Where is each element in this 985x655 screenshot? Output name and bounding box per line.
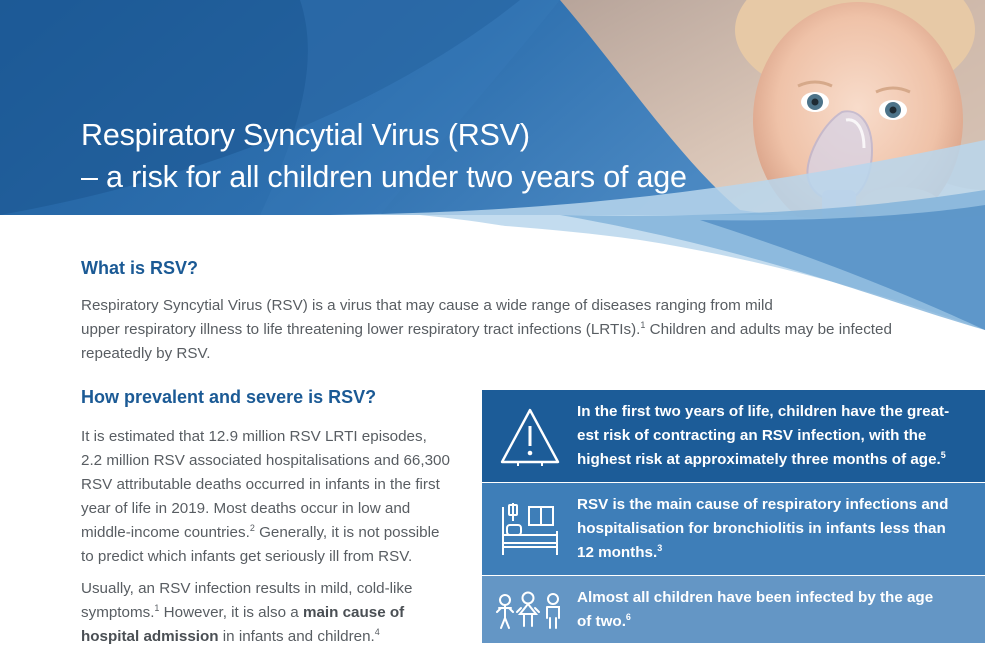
prevalence-line-4: year of life in 2019. Most deaths occur in low and <box>81 500 411 517</box>
prevalence-line-3: RSV attributable deaths occurred in infants in the first <box>81 476 440 493</box>
fact-2-line-2: hospitalisation for bronchiolitis in infants less than <box>577 520 946 537</box>
prevalence-line-1: It is estimated that 12.9 million RSV LRTI episodes, <box>81 428 427 445</box>
what-is-line-2: upper respiratory illness to life threatening lower respiratory tract infections (LRTIs). <box>81 321 641 338</box>
prevalence-p2-line-2: symptoms. <box>81 604 155 621</box>
fact-text-3 <box>577 586 953 634</box>
what-is-line-2-tail: Children and adults may be infected <box>645 321 892 338</box>
fact-box-highest-risk <box>482 390 985 482</box>
reference-1b: 1 <box>154 603 160 613</box>
reference-4: 4 <box>374 627 380 637</box>
prevalence-p2-line-2-b: However, it is also a <box>159 604 303 621</box>
prevalence-paragraph-2 <box>81 577 461 649</box>
what-is-line-3: repeatedly by RSV. <box>81 345 211 362</box>
fact-2-line-3: 12 months. <box>577 544 658 561</box>
fact-3-line-2: of two. <box>577 612 626 630</box>
fact-1-line-3: highest risk at approximately three months of age. <box>577 451 941 468</box>
title-line-2: – a risk for all children under two years of age <box>81 160 687 194</box>
prevalence-line-5: middle-income countries. <box>81 524 250 541</box>
fact-box-main-cause <box>482 483 985 575</box>
warning-triangle-icon <box>482 406 577 466</box>
fact-2-line-1: RSV is the main cause of respiratory infections and <box>577 496 949 513</box>
fact-box-almost-all-children <box>482 576 985 643</box>
what-is-rsv-heading: What is RSV? <box>81 258 199 278</box>
reference-6: 6 <box>625 611 631 622</box>
reference-3: 3 <box>657 543 663 553</box>
prevalence-line-5-tail: Generally, it is not possible <box>254 524 440 541</box>
prevalence-p2-bold-2: hospital admission <box>81 628 219 645</box>
prevalence-line-2: 2.2 million RSV associated hospitalisations and 66,300 <box>81 452 450 469</box>
prevalence-paragraph-1 <box>81 425 461 569</box>
children-group-icon <box>482 590 577 630</box>
prevalence-p2-bold-1: main cause of <box>302 604 405 621</box>
reference-2: 2 <box>249 523 255 533</box>
hospital-bed-icon <box>482 501 577 557</box>
page-title <box>81 114 687 198</box>
fact-text-1 <box>577 400 969 472</box>
fact-1-line-1: In the first two years of life, children have the great- <box>577 403 950 420</box>
prevalence-p2-line-3-tail: in infants and children. <box>218 628 375 645</box>
prevalence-heading: How prevalent and severe is RSV? <box>81 387 377 407</box>
reference-1: 1 <box>640 320 646 330</box>
fact-text-2 <box>577 493 968 565</box>
title-line-1: Respiratory Syncytial Virus (RSV) <box>81 118 530 152</box>
fact-1-line-2: est risk of contracting an RSV infection, with the <box>577 427 927 444</box>
prevalence-p2-line-1: Usually, an RSV infection results in mild, cold-like <box>81 580 413 597</box>
what-is-rsv-paragraph <box>81 294 971 366</box>
fact-3-line-1: Almost all children have been infected by the age <box>577 588 934 606</box>
reference-5: 5 <box>940 450 946 460</box>
what-is-line-1: Respiratory Syncytial Virus (RSV) is a virus that may cause a wide range of diseases ranging from mild <box>81 297 773 314</box>
prevalence-line-6: to predict which infants get seriously ill from RSV. <box>81 548 413 565</box>
